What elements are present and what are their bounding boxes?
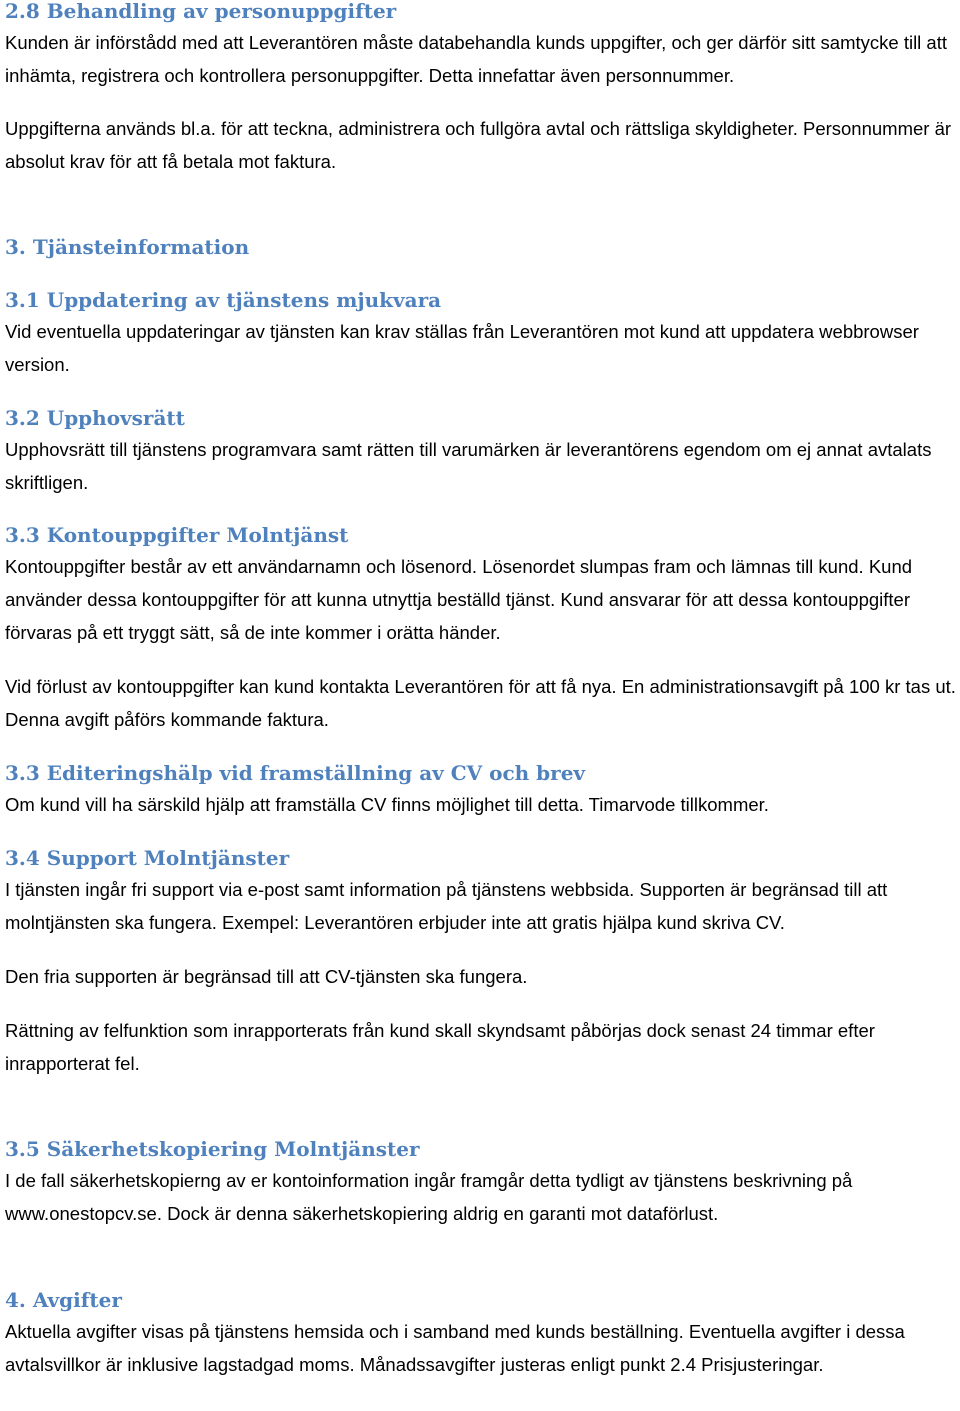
- paragraph: Den fria supporten är begränsad till att CV-tjänsten ska fungera.: [5, 966, 528, 987]
- paragraph: Kontouppgifter består av ett användarnamn och lösenord. Lösenordet slumpas fram och lämnas till kund. Kund använder dessa kontouppgifter för att kunna utnyttja beställd tjänst. Kund ansvarar för att dessa kontouppgifter förvaras på ett tryggt sätt, så de inte kommer i orätta händer.: [5, 556, 913, 643]
- paragraph: Vid eventuella uppdateringar av tjänsten kan krav ställas från Leverantören mot kund att uppdatera webbrowser version.: [5, 321, 919, 375]
- paragraph: Uppgifterna används bl.a. för att teckna, administrera och fullgöra avtal och rättsliga skyldigheter. Personnummer är absolut krav för att få betala mot faktura.: [5, 118, 952, 172]
- section-3-3-konto: [5, 522, 957, 736]
- section-3-4: [5, 845, 957, 1080]
- section-3-2: [5, 405, 957, 499]
- heading-3-5: 3.5 Säkerhetskopiering Molntjänster: [5, 1137, 420, 1161]
- heading-3-3-konto: 3.3 Kontouppgifter Molntjänst: [5, 523, 349, 547]
- paragraph: Upphovsrätt till tjänstens programvara samt rätten till varumärken är leverantörens egendom om ej annat avtalats skriftligen.: [5, 439, 932, 493]
- section-3-1: [5, 287, 957, 381]
- heading-3-1: 3.1 Uppdatering av tjänstens mjukvara: [5, 288, 442, 312]
- heading-3-2: 3.2 Upphovsrätt: [5, 406, 185, 430]
- heading-2-8: 2.8 Behandling av personuppgifter: [5, 0, 397, 23]
- paragraph: Kunden är införstådd med att Leverantören måste databehandla kunds uppgifter, och ger därför sitt samtycke till att inhämta, registrera och kontrollera personuppgifter. Detta innefattar även personnummer.: [5, 32, 947, 86]
- paragraph: I tjänsten ingår fri support via e-post samt information på tjänstens webbsida. Supporten är begränsad till att molntjänsten ska fungera. Exempel: Leverantören erbjuder inte att gratis hjälpa kund skriva CV.: [5, 879, 888, 933]
- section-3-3-editering: [5, 760, 957, 821]
- heading-3-4: 3.4 Support Molntjänster: [5, 846, 290, 870]
- paragraph: Om kund vill ha särskild hjälp att framställa CV finns möjlighet till detta. Timarvode tillkommer.: [5, 794, 769, 815]
- heading-3: 3. Tjänsteinformation: [5, 235, 250, 259]
- section-2-8: [5, 0, 957, 178]
- heading-3-3-editering: 3.3 Editeringshälp vid framställning av CV och brev: [5, 761, 586, 785]
- paragraph: I de fall säkerhetskopierng av er kontoinformation ingår framgår detta tydligt av tjänstens beskrivning på www.onestopcv.se. Dock är denna säkerhetskopiering aldrig en garanti mot dataförlust.: [5, 1170, 853, 1224]
- section-4: [5, 1287, 957, 1381]
- section-3-5: [5, 1136, 957, 1230]
- heading-4: 4. Avgifter: [5, 1288, 122, 1312]
- paragraph: Vid förlust av kontouppgifter kan kund kontakta Leverantören för att få nya. En administrationsavgift på 100 kr tas ut. Denna avgift påförs kommande faktura.: [5, 676, 956, 730]
- paragraph: Aktuella avgifter visas på tjänstens hemsida och i samband med kunds beställning. Eventuella avgifter i dessa avtalsvillkor är inklusive lagstadgad moms. Månadssavgifter justeras enligt punkt 2.4 Prisjusteringar.: [5, 1321, 905, 1375]
- paragraph: Rättning av felfunktion som inrapporterats från kund skall skyndsamt påbörjas dock senast 24 timmar efter inrapporterat fel.: [5, 1020, 875, 1074]
- section-3: [5, 234, 957, 260]
